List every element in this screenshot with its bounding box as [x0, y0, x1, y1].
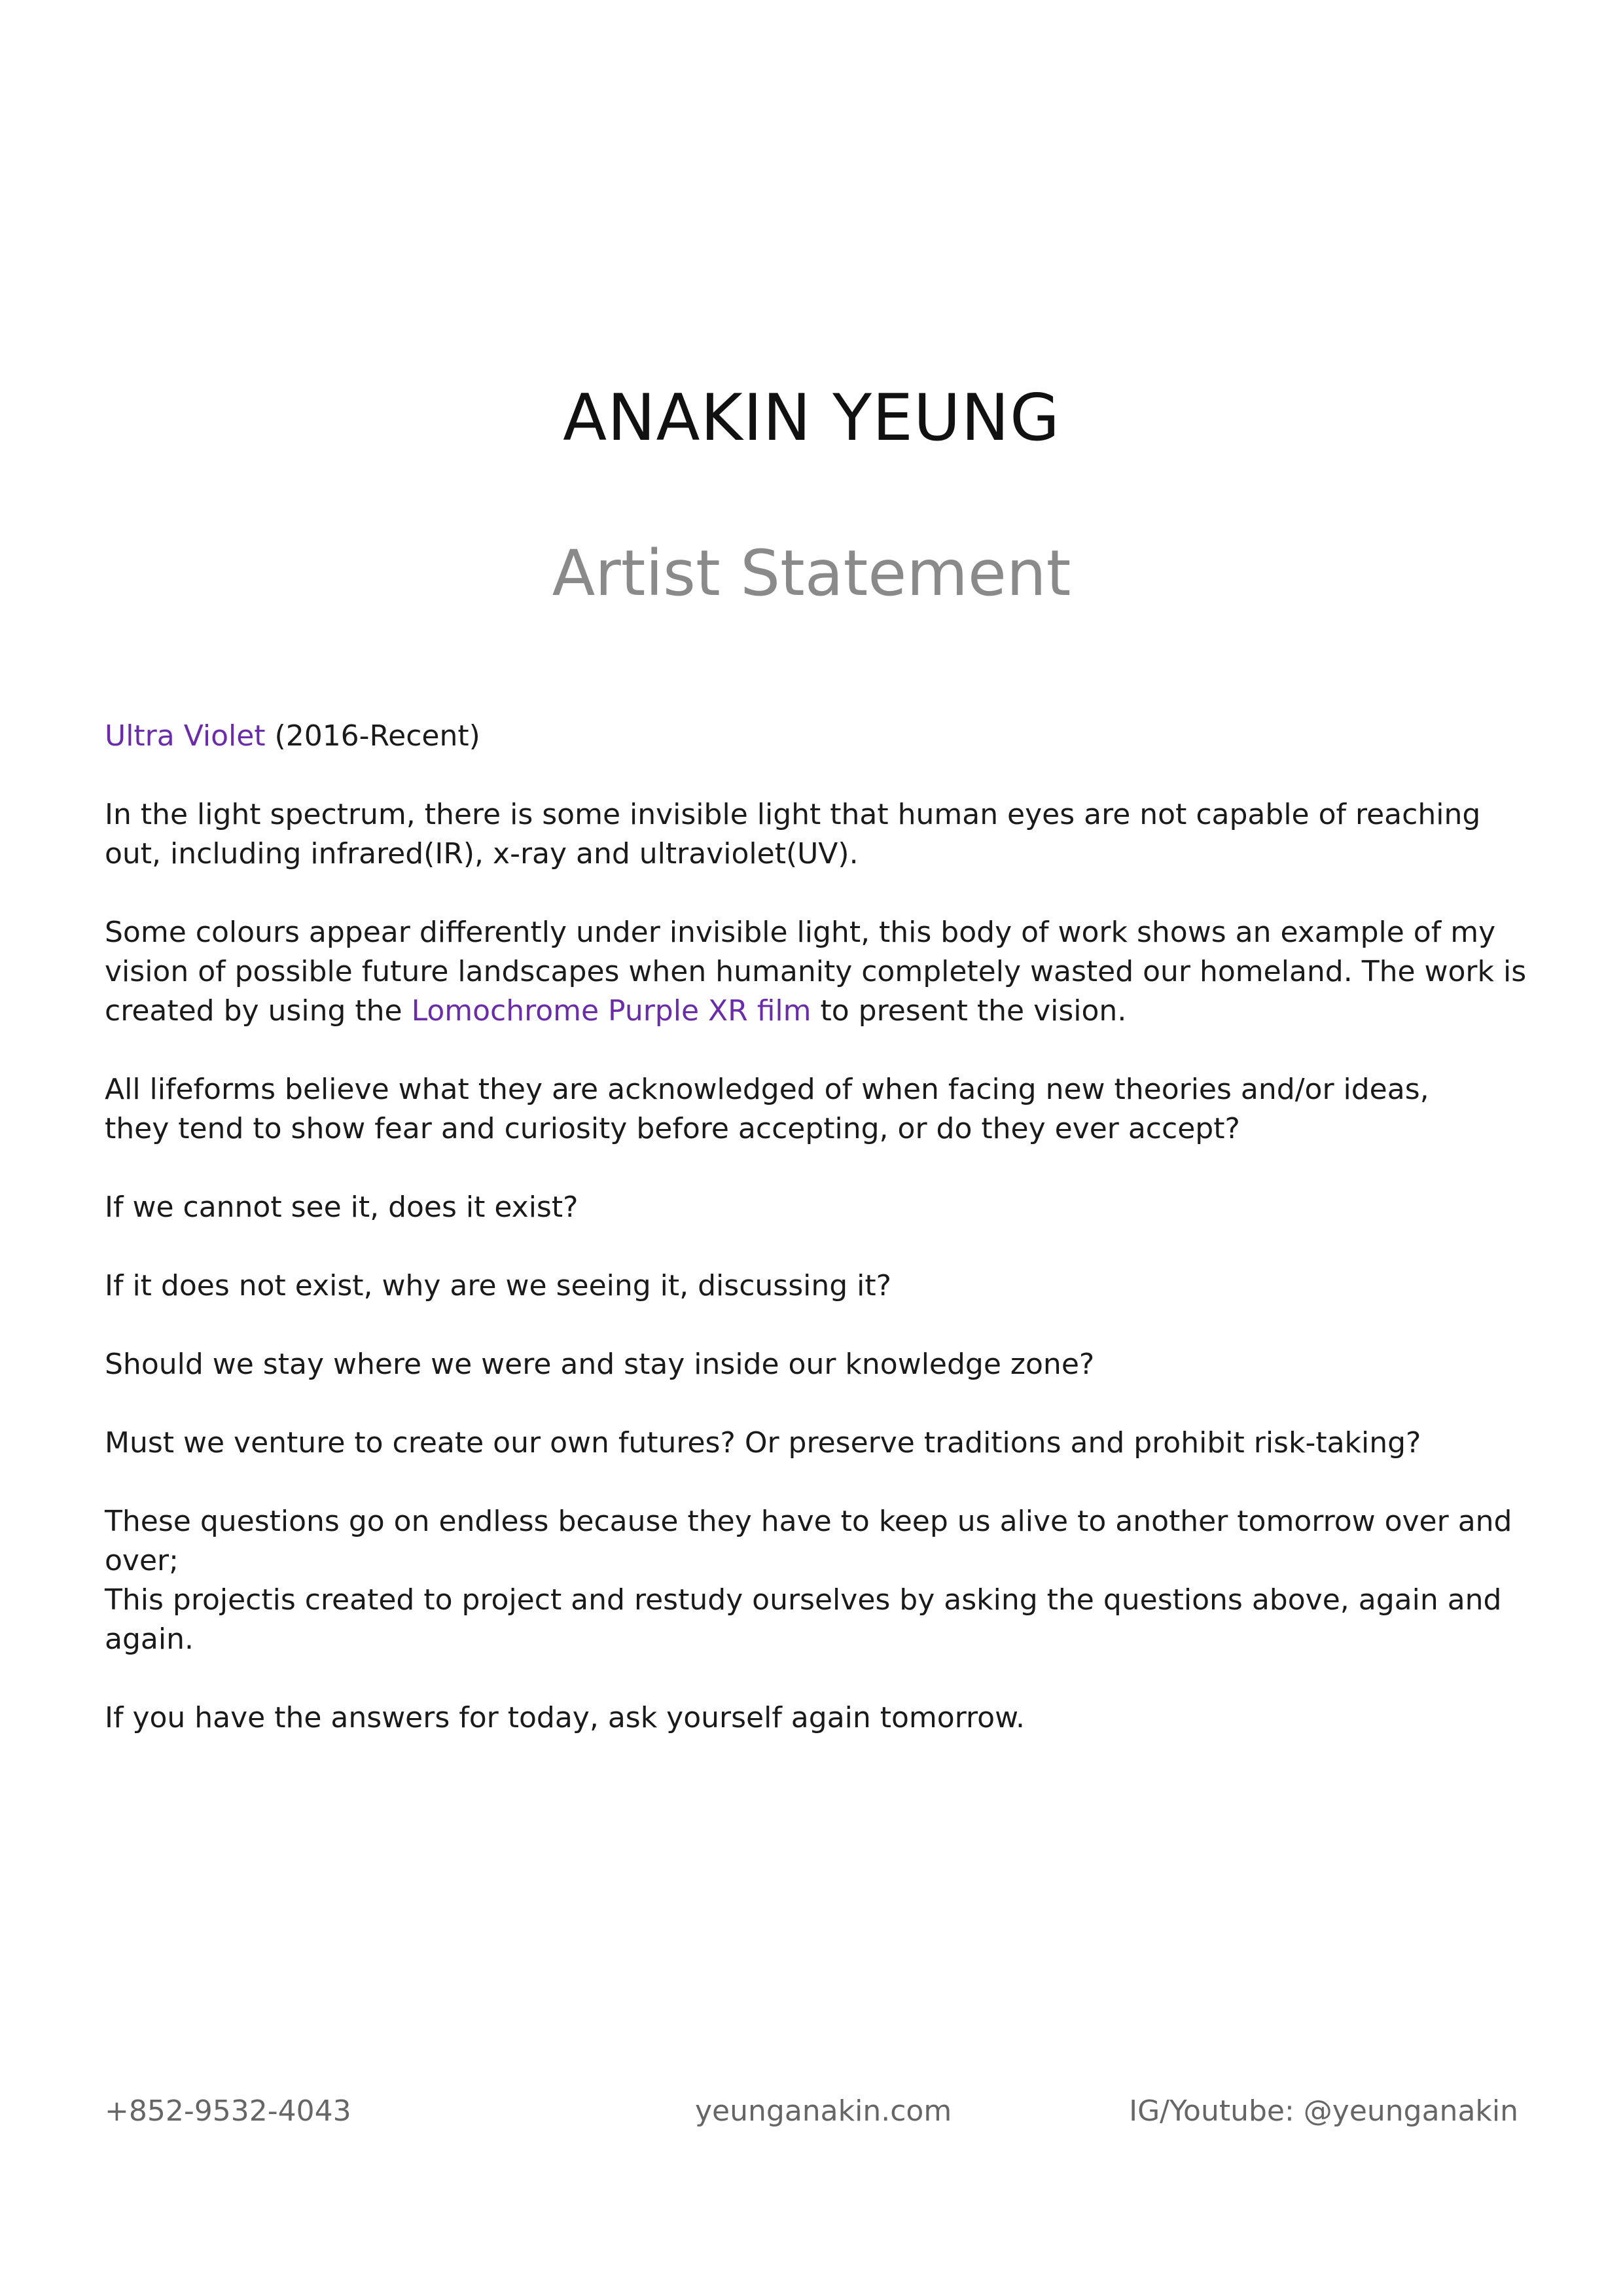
endless-line-1: These questions go on endless because they have to keep us alive to another tomorrow over and over;: [105, 1505, 1512, 1577]
page-subtitle: Artist Statement: [552, 537, 1071, 610]
footer-phone: +852-9532-4043: [105, 2094, 351, 2128]
question-seeing: If it does not exist, why are we seeing it, discussing it?: [105, 1269, 891, 1302]
paragraph-endless: [105, 1502, 1531, 1659]
project-years: (2016-Recent): [265, 719, 480, 753]
footer-website[interactable]: yeunganakin.com: [695, 2094, 952, 2128]
lifeforms-line-2: they tend to show fear and curiosity before accepting, or do they ever accept?: [105, 1112, 1240, 1145]
project-heading: [105, 717, 1531, 756]
paragraph-colours-end: to present the vision.: [811, 994, 1127, 1028]
endless-line-2: This projectis created to project and restudy ourselves by asking the questions above, again and again.: [105, 1583, 1502, 1656]
question-knowledge-zone: Should we stay where we were and stay inside our knowledge zone?: [105, 1348, 1095, 1381]
paragraph-lifeforms: [105, 1070, 1531, 1149]
question-exist: If we cannot see it, does it exist?: [105, 1191, 579, 1224]
footer-social: IG/Youtube: @yeunganakin: [1129, 2094, 1518, 2128]
film-name: Lomochrome Purple XR film: [411, 994, 812, 1028]
lifeforms-line-1: All lifeforms believe what they are acknowledged of when facing new theories and/or ideas,: [105, 1073, 1429, 1106]
closing-line: If you have the answers for today, ask yourself again tomorrow.: [105, 1701, 1026, 1734]
paragraph-colours-text: Some colours appear differently under invisible light, this body of work shows an example of my vision of possible future landscapes when humanity completely wasted our homeland. The work is created by using the: [105, 916, 1527, 1028]
artist-name: ANAKIN YEUNG: [563, 381, 1060, 456]
project-title: Ultra Violet: [105, 719, 266, 753]
statement-body: [105, 717, 1531, 1777]
paragraph-colours: [105, 913, 1531, 1031]
question-futures: Must we venture to create our own futures? Or preserve traditions and prohibit risk-taking?: [105, 1426, 1421, 1460]
paragraph-light-spectrum: In the light spectrum, there is some invisible light that human eyes are not capable of reaching out, including infrared(IR), x-ray and ultraviolet(UV).: [105, 798, 1481, 870]
